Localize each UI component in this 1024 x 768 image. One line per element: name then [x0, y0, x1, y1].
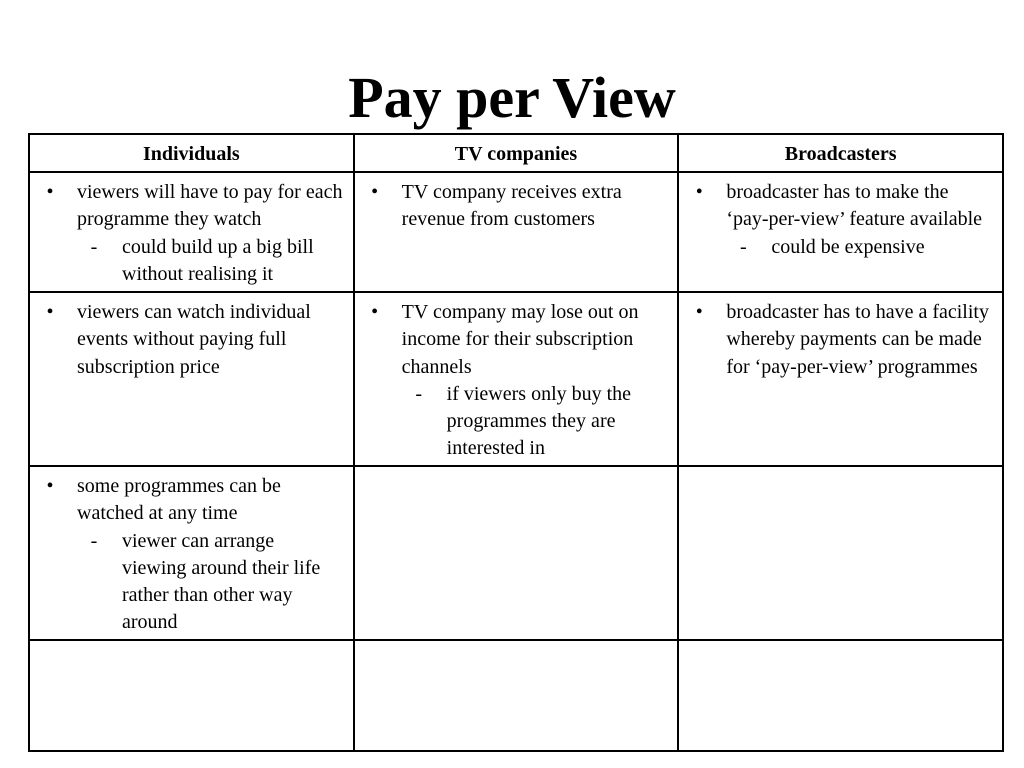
table-cell-empty — [354, 466, 679, 640]
list-item — [689, 179, 992, 261]
bullet-icon: • — [371, 301, 379, 323]
dash-icon: - — [415, 382, 422, 405]
table-cell — [29, 172, 354, 292]
bullet-text: some programmes can be watched at any time — [77, 475, 281, 525]
bullet-icon: • — [695, 301, 703, 323]
bullet-icon: • — [371, 181, 379, 203]
list-item — [365, 299, 668, 463]
sub-bullet-text: if viewers only buy the programmes they are interested in — [446, 382, 632, 460]
table-cell — [354, 172, 679, 292]
header-tv-companies: TV companies — [354, 134, 679, 172]
sub-list-item — [77, 234, 343, 289]
table-cell — [29, 292, 354, 466]
bullet-icon: • — [46, 301, 54, 323]
bullet-text: broadcaster has to make the ‘pay-per-view’ feature available — [726, 181, 983, 231]
sub-list-item — [77, 528, 343, 637]
list-item — [40, 299, 343, 381]
sub-bullet-text: could be expensive — [771, 235, 925, 258]
bullet-icon: • — [46, 475, 54, 497]
table-row — [29, 466, 1003, 640]
bullet-text: broadcaster has to have a facility whereby payments can be made for ‘pay-per-view’ programmes — [726, 301, 989, 378]
header-broadcasters: Broadcasters — [678, 134, 1003, 172]
table-cell — [29, 466, 354, 640]
table-cell — [354, 292, 679, 466]
table-row — [29, 172, 1003, 292]
sub-list-item — [402, 381, 668, 463]
bullet-text: viewers will have to pay for each programme they watch — [77, 181, 343, 231]
list-item — [689, 299, 992, 381]
table-row — [29, 640, 1003, 751]
bullet-text: TV company receives extra revenue from customers — [401, 181, 622, 231]
table-cell — [678, 292, 1003, 466]
header-individuals: Individuals — [29, 134, 354, 172]
dash-icon: - — [739, 235, 747, 258]
sub-bullet-text: could build up a big bill without realising it — [122, 235, 314, 285]
dash-icon: - — [90, 235, 98, 258]
table-cell — [678, 172, 1003, 292]
bullet-icon: • — [695, 181, 703, 203]
sub-list-item — [726, 234, 992, 261]
bullet-text: TV company may lose out on income for their subscription channels — [401, 301, 639, 378]
list-item — [40, 473, 343, 637]
table-row — [29, 292, 1003, 466]
table-cell-empty — [678, 640, 1003, 751]
list-item — [365, 179, 668, 234]
bullet-icon: • — [46, 181, 54, 203]
bullet-text: viewers can watch individual events without paying full subscription price — [77, 301, 311, 378]
table-cell-empty — [29, 640, 354, 751]
page-title: Pay per View — [348, 65, 676, 130]
comparison-table — [28, 133, 1004, 752]
sub-bullet-text: viewer can arrange viewing around their life rather than other way around — [122, 529, 321, 634]
list-item — [40, 179, 343, 288]
table-cell-empty — [678, 466, 1003, 640]
dash-icon: - — [90, 529, 98, 552]
table-header-row — [29, 134, 1003, 172]
table-cell-empty — [354, 640, 679, 751]
